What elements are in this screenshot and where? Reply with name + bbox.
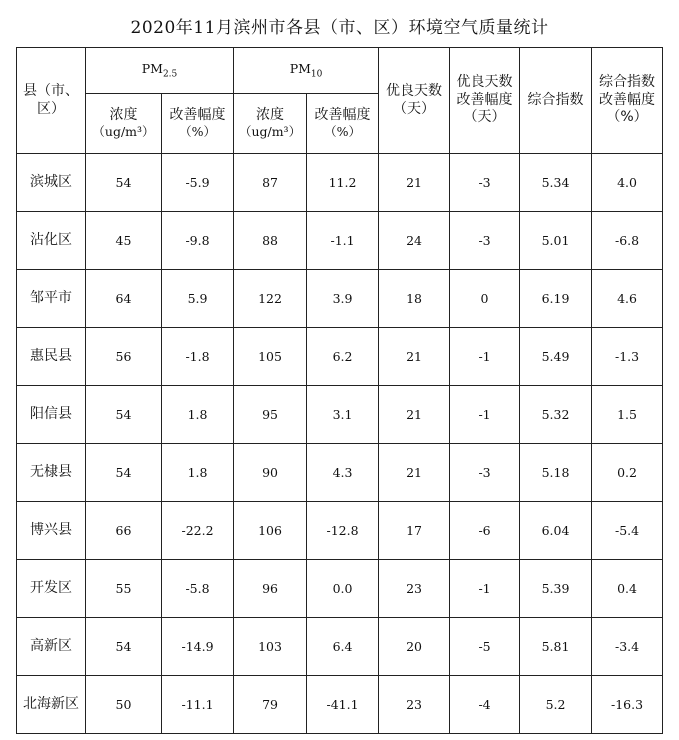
pm25-improvement: 5.9	[162, 270, 234, 328]
table-row	[17, 502, 663, 560]
pm10-concentration-header	[234, 94, 307, 154]
good-days-value: 24	[379, 212, 450, 270]
pm10-value: 105	[234, 328, 307, 386]
pm10-improvement: 6.2	[307, 328, 379, 386]
pm10-value: 90	[234, 444, 307, 502]
pm25-improvement: 1.8	[162, 444, 234, 502]
good-days-change: -1	[450, 328, 520, 386]
pm25-value: 54	[86, 154, 162, 212]
good-days-change: -3	[450, 444, 520, 502]
pm10-improvement: 11.2	[307, 154, 379, 212]
county-name: 博兴县	[17, 502, 86, 560]
composite-index-value: 5.34	[520, 154, 592, 212]
good-days-value: 21	[379, 444, 450, 502]
pm10-value: 95	[234, 386, 307, 444]
table-row	[17, 444, 663, 502]
pm10-header	[234, 48, 379, 94]
pm25-improvement: -11.1	[162, 676, 234, 734]
county-name: 阳信县	[17, 386, 86, 444]
pm25-improvement-header	[162, 94, 234, 154]
table-row	[17, 560, 663, 618]
good-days-change: -1	[450, 560, 520, 618]
pm10-value: 106	[234, 502, 307, 560]
unit-label: （ug/m³）	[238, 124, 302, 140]
composite-index-value: 5.18	[520, 444, 592, 502]
pm25-value: 66	[86, 502, 162, 560]
composite-index-value: 5.32	[520, 386, 592, 444]
pm25-value: 54	[86, 444, 162, 502]
pm25-header	[86, 48, 234, 94]
pm10-improvement-header	[307, 94, 379, 154]
county-name: 滨城区	[17, 154, 86, 212]
composite-change-value: 1.5	[592, 386, 663, 444]
table-row	[17, 212, 663, 270]
good-days-value: 23	[379, 560, 450, 618]
good-days-change: -3	[450, 212, 520, 270]
pm10-label: PM	[289, 60, 311, 76]
composite-index-value: 5.39	[520, 560, 592, 618]
pm10-improvement: -12.8	[307, 502, 379, 560]
composite-index-value: 5.2	[520, 676, 592, 734]
pm10-improvement: -41.1	[307, 676, 379, 734]
pm25-improvement: -5.8	[162, 560, 234, 618]
good-days-change: -5	[450, 618, 520, 676]
good-days-value: 21	[379, 386, 450, 444]
pm25-value: 64	[86, 270, 162, 328]
good-days-change: -4	[450, 676, 520, 734]
composite-change-value: -6.8	[592, 212, 663, 270]
pm25-concentration-header	[86, 94, 162, 154]
pm10-value: 122	[234, 270, 307, 328]
composite-index-value: 6.04	[520, 502, 592, 560]
pm25-improvement: 1.8	[162, 386, 234, 444]
composite-change-value: 4.6	[592, 270, 663, 328]
composite-change-value: -5.4	[592, 502, 663, 560]
table-row	[17, 328, 663, 386]
pm10-improvement: 3.1	[307, 386, 379, 444]
pm10-improvement: 3.9	[307, 270, 379, 328]
pm10-value: 79	[234, 676, 307, 734]
table-body	[17, 154, 663, 734]
composite-index-value: 6.19	[520, 270, 592, 328]
good-days-value: 17	[379, 502, 450, 560]
good-days-value: 23	[379, 676, 450, 734]
pm25-label: PM	[141, 60, 163, 76]
composite-change-value: 0.4	[592, 560, 663, 618]
composite-index-value: 5.49	[520, 328, 592, 386]
air-quality-table	[16, 47, 663, 734]
county-name: 惠民县	[17, 328, 86, 386]
county-header: 县（市、区）	[17, 48, 86, 154]
county-name: 高新区	[17, 618, 86, 676]
good-days-change: -3	[450, 154, 520, 212]
pm10-subscript: 10	[310, 69, 323, 80]
concentration-label: 浓度	[256, 106, 285, 123]
county-name: 邹平市	[17, 270, 86, 328]
percent-label: （%）	[179, 124, 216, 140]
composite-change-value: -3.4	[592, 618, 663, 676]
pm10-value: 96	[234, 560, 307, 618]
pm10-improvement: 0.0	[307, 560, 379, 618]
pm25-subscript: 2.5	[162, 69, 178, 80]
good-days-value: 21	[379, 328, 450, 386]
pm25-value: 56	[86, 328, 162, 386]
composite-change-value: -16.3	[592, 676, 663, 734]
percent-label: （%）	[324, 124, 361, 140]
composite-change-value: -1.3	[592, 328, 663, 386]
pm25-value: 54	[86, 386, 162, 444]
good-days-value: 20	[379, 618, 450, 676]
good-days-header: 优良天数（天）	[379, 48, 450, 154]
composite-change-value: 0.2	[592, 444, 663, 502]
pm25-improvement: -1.8	[162, 328, 234, 386]
table-row	[17, 270, 663, 328]
pm25-improvement: -14.9	[162, 618, 234, 676]
unit-label: （ug/m³）	[92, 124, 155, 140]
pm25-improvement: -5.9	[162, 154, 234, 212]
pm25-value: 45	[86, 212, 162, 270]
pm10-improvement: 4.3	[307, 444, 379, 502]
good-days-change: 0	[450, 270, 520, 328]
pm25-value: 55	[86, 560, 162, 618]
composite-change-value: 4.0	[592, 154, 663, 212]
table-title: 2020年11月滨州市各县（市、区）环境空气质量统计	[130, 18, 549, 38]
table-row	[17, 618, 663, 676]
good-days-change-header: 优良天数改善幅度（天）	[450, 48, 520, 154]
pm25-value: 50	[86, 676, 162, 734]
concentration-label: 浓度	[109, 106, 138, 123]
county-name: 沾化区	[17, 212, 86, 270]
improvement-label: 改善幅度	[314, 106, 371, 123]
table-row	[17, 386, 663, 444]
county-name: 开发区	[17, 560, 86, 618]
good-days-value: 21	[379, 154, 450, 212]
good-days-change: -6	[450, 502, 520, 560]
pm10-improvement: 6.4	[307, 618, 379, 676]
composite-index-value: 5.81	[520, 618, 592, 676]
pm25-improvement: -9.8	[162, 212, 234, 270]
county-name: 无棣县	[17, 444, 86, 502]
pm10-value: 103	[234, 618, 307, 676]
county-name: 北海新区	[17, 676, 86, 734]
good-days-value: 18	[379, 270, 450, 328]
header-row-1	[17, 48, 663, 94]
pm25-improvement: -22.2	[162, 502, 234, 560]
composite-index-value: 5.01	[520, 212, 592, 270]
table-row	[17, 154, 663, 212]
composite-index-header: 综合指数	[520, 48, 592, 154]
pm10-improvement: -1.1	[307, 212, 379, 270]
pm10-value: 88	[234, 212, 307, 270]
improvement-label: 改善幅度	[169, 106, 226, 123]
good-days-change: -1	[450, 386, 520, 444]
pm10-value: 87	[234, 154, 307, 212]
pm25-value: 54	[86, 618, 162, 676]
table-row	[17, 676, 663, 734]
composite-change-header: 综合指数改善幅度（%）	[592, 48, 663, 154]
